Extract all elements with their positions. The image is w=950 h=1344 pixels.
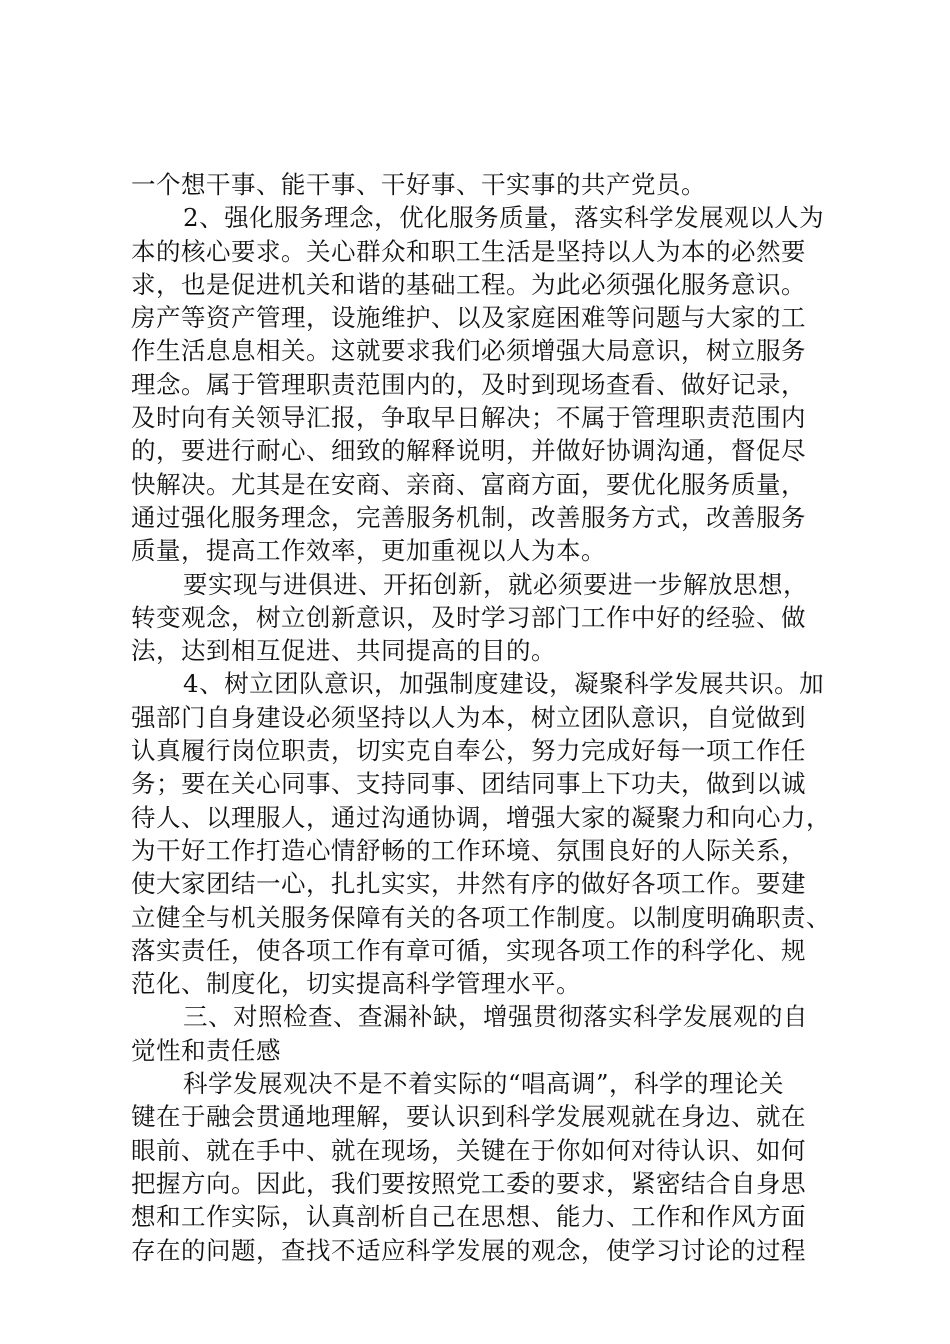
text-line: 为干好工作打造心情舒畅的工作环境、氛围良好的人际关系，: [131, 835, 806, 865]
text-line: 待人、以理服人，通过沟通协调，增强大家的凝聚力和向心力，: [131, 802, 831, 832]
text-line: 科学发展观决不是不着实际的“唱高调”，科学的理论关: [183, 1069, 785, 1099]
text-line: 使大家团结一心，扎扎实实，井然有序的做好各项工作。要建: [131, 869, 806, 899]
text-line: 务；要在关心同事、支持同事、团结同事上下功夫，做到以诚: [131, 769, 806, 799]
text-line: 强部门自身建设必须坚持以人为本，树立团队意识，自觉做到: [131, 702, 806, 732]
text-line: 键在于融会贯通地理解，要认识到科学发展观就在身边、就在: [131, 1102, 806, 1132]
text-line: 存在的问题，查找不适应科学发展的观念，使学习讨论的过程: [131, 1235, 806, 1265]
text-line: 认真履行岗位职责，切实克自奉公，努力完成好每一项工作任: [131, 736, 806, 766]
text-line: 作生活息息相关。这就要求我们必须增强大局意识，树立服务: [131, 336, 806, 366]
text-line: 房产等资产管理，设施维护、以及家庭困难等问题与大家的工: [131, 303, 806, 333]
text-line: 及时向有关领导汇报，争取早日解决；不属于管理职责范围内: [131, 403, 806, 433]
text-line: 一个想干事、能干事、干好事、干实事的共产党员。: [131, 170, 706, 199]
text-line: 想和工作实际，认真剖析自己在思想、能力、工作和作风方面: [131, 1202, 806, 1232]
text-line: 的，要进行耐心、细致的解释说明，并做好协调沟通，督促尽: [131, 436, 806, 466]
text-line: 法，达到相互促进、共同提高的目的。: [131, 636, 556, 666]
text-line: 理念。属于管理职责范围内的，及时到现场查看、做好记录，: [131, 369, 806, 399]
text-line: 本的核心要求。关心群众和职工生活是坚持以人为本的必然要: [131, 236, 806, 266]
text-line: 把握方向。因此，我们要按照党工委的要求，紧密结合自身思: [131, 1168, 806, 1198]
text-line: 三、对照检查、查漏补缺，增强贯彻落实科学发展观的自: [183, 1002, 808, 1032]
text-line: 要实现与进俱进、开拓创新，就必须要进一步解放思想，: [183, 569, 808, 599]
text-line: 4、树立团队意识，加强制度建设，凝聚科学发展共识。加: [183, 669, 825, 699]
text-line: 立健全与机关服务保障有关的各项工作制度。以制度明确职责、: [131, 902, 831, 932]
text-line: 觉性和责任感: [131, 1035, 281, 1065]
text-line: 眼前、就在手中、就在现场，关键在于你如何对待认识、如何: [131, 1135, 806, 1165]
text-line: 2、强化服务理念，优化服务质量，落实科学发展观以人为: [183, 203, 825, 233]
text-line: 求，也是促进机关和谐的基础工程。为此必须强化服务意识。: [131, 269, 806, 299]
text-line: 落实责任，使各项工作有章可循，实现各项工作的科学化、规: [131, 935, 806, 965]
text-line: 转变观念，树立创新意识，及时学习部门工作中好的经验、做: [131, 602, 806, 632]
document-body: [131, 168, 831, 1267]
text-line: 快解决。尤其是在安商、亲商、富商方面，要优化服务质量，: [131, 469, 806, 499]
text-line: 质量，提高工作效率，更加重视以人为本。: [131, 536, 606, 566]
text-line: 通过强化服务理念，完善服务机制，改善服务方式，改善服务: [131, 502, 806, 532]
text-line: 范化、制度化，切实提高科学管理水平。: [131, 969, 581, 999]
